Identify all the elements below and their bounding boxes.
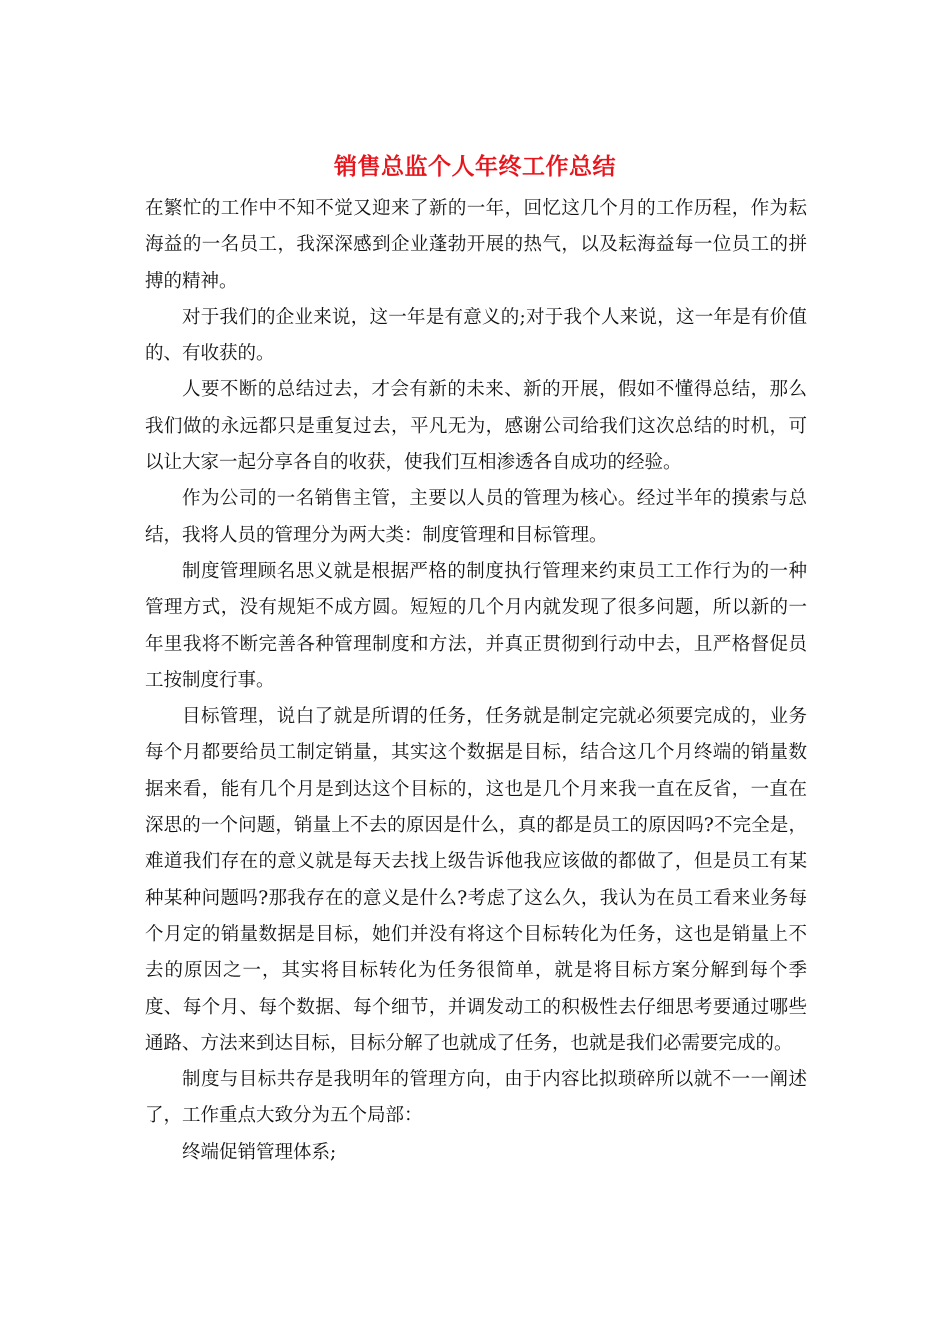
paragraph-summary-value: 人要不断的总结过去，才会有新的未来、新的开展，假如不懂得总结，那么我们做的永远都只是重复过去，平凡无为，感谢公司给我们这次总结的时机，可以让大家一起分享各自的收获，使我们互相渗透各自成功的经验。 [145,379,807,474]
paragraph-direction: 制度与目标共存是我明年的管理方向，由于内容比拟琐碎所以就不一一阐述了，工作重点大致分为五个局部： [145,1069,807,1127]
paragraph-list-item: 终端促销管理体系; [182,1141,337,1163]
paragraph-intro: 在繁忙的工作中不知不觉又迎来了新的一年，回忆这几个月的工作历程，作为耘海益的一名员工，我深深感到企业蓬勃开展的热气，以及耘海益每一位员工的拼搏的精神。 [145,198,807,292]
paragraph-system-management: 制度管理顾名思义就是根据严格的制度执行管理来约束员工工作行为的一种管理方式，没有规矩不成方圆。短短的几个月内就发现了很多问题，所以新的一年里我将不断完善各种管理制度和方法，并真正贯彻到行动中去，且严格督促员工按制度行事。 [145,560,807,691]
paragraph-meaning: 对于我们的企业来说，这一年是有意义的;对于我个人来说，这一年是有价值的、有收获的。 [145,306,807,365]
document-title: 销售总监个人年终工作总结 [334,153,616,180]
paragraph-role: 作为公司的一名销售主管，主要以人员的管理为核心。经过半年的摸索与总结，我将人员的管理分为两大类：制度管理和目标管理。 [145,488,807,546]
document-body [145,191,807,1171]
paragraph-target-management: 目标管理，说白了就是所谓的任务，任务就是制定完就必须要完成的，业务每个月都要给员工制定销量，其实这个数据是目标，结合这几个月终端的销量数据来看，能有几个月是到达这个目标的，这也是几个月来我一直在反省，一直在深思的一个问题，销量上不去的原因是什么，真的都是员工的原因吗?不完全是，难道我们存在的意义就是每天去找上级告诉他我应该做的都做了，但是员工有某种某种问题吗?那我存在的意义是什么?考虑了这么久，我认为在员工看来业务每个月定的销量数据是目标，她们并没有将这个目标转化为任务，这也是销量上不去的原因之一，其实将目标转化为任务很简单，就是将目标方案分解到每个季度、每个月、每个数据、每个细节，并调发动工的积极性去仔细思考要通过哪些通路、方法来到达目标，目标分解了也就成了任务，也就是我们必需要完成的。 [145,706,807,1054]
